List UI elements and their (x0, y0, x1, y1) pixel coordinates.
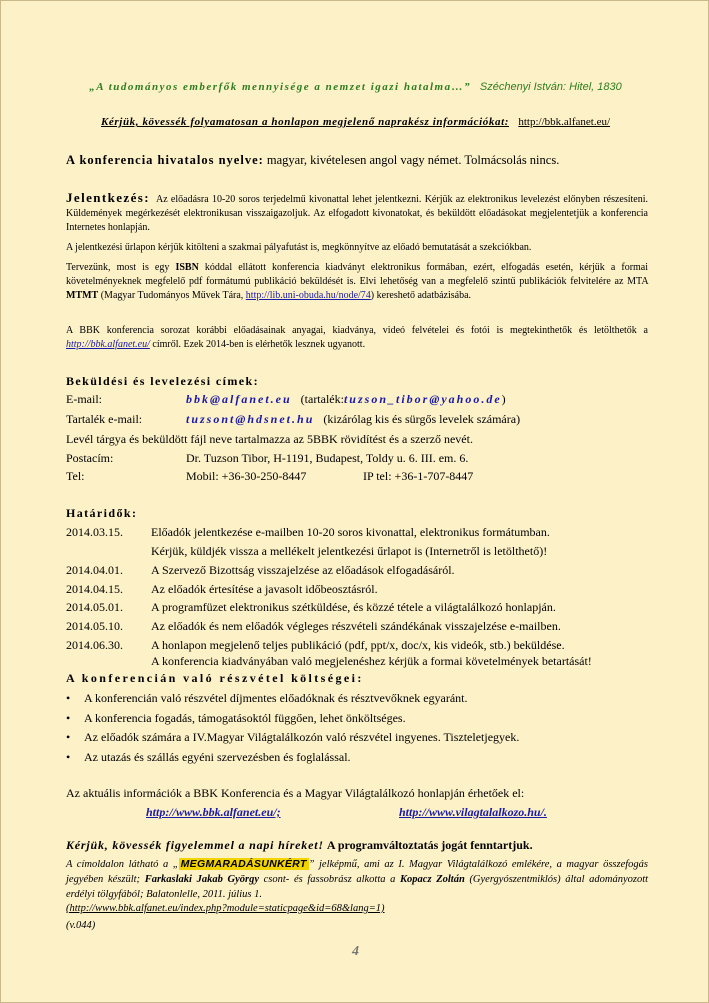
cost-item (66, 691, 468, 706)
tel-label: Tel: (66, 469, 85, 483)
artist-name-2: Kopacz Zoltán (400, 874, 465, 885)
registration-paragraph-3 (66, 261, 648, 303)
reserve-prefix: (tartalék: (300, 392, 344, 406)
vilagtalalkozo-link[interactable]: http://www.vilagtalalkozo.hu/. (399, 805, 547, 819)
quote-author: Széchenyi István: Hitel, 1830 (479, 81, 622, 93)
official-language (66, 153, 559, 168)
bullet-icon: • (66, 730, 71, 744)
megmaradasunkert-badge: MEGMARADÁSUNKÉRT (180, 858, 307, 870)
mtmt-link[interactable]: http://lib.uni-obuda.hu/node/74 (245, 290, 371, 301)
info-text: Az aktuális információk a BBK Konferencia és a Magyar Világtalálkozó honlapján érhetőek el: (66, 786, 525, 800)
version-label: (v.044) (66, 920, 96, 931)
caption-text-c: csont- és fassobrász alkotta a (263, 874, 396, 885)
p4-text-b: címről. Ezek 2014-ben is elérhetők lesznek ugyanott. (152, 339, 366, 350)
registration-paragraph-1 (66, 191, 648, 235)
news-follow-text: Kérjük, kövessék figyelemmel a napi híreket! (66, 838, 324, 852)
deadline-date: 2014.04.15. (66, 582, 123, 596)
deadline-date: 2014.06.30. (66, 638, 123, 652)
info-link-row-2 (399, 805, 547, 820)
post-label: Postacím: (66, 451, 114, 465)
registration-paragraph-2: A jelentkezési űrlapon kérjük kitölteni a szakmai pályafutást is, megkönnyítve az előadó bemutatását a szekciókban. (66, 242, 532, 253)
deadline-text: Az előadók és nem előadók végleges részvételi szándékának visszajelzése e-mailben. (151, 619, 561, 633)
reserve-suffix: ) (501, 392, 506, 406)
p3-text-b: kóddal ellátott konferencia kiadványt elektronikus formában, ezért, elfogadás esetén, kérjük a formai követelményeknek megfelelő pdf formátumú publikáció beküldését is. Elvi lehetőség van a megfelelő szintű publikációk felvitelére az MTA (66, 262, 649, 287)
email-label: E-mail: (66, 392, 102, 406)
p3-text-a: Tervezünk, most is egy (66, 262, 170, 273)
caption-text-b: ” jelképmű, ami az I. Magyar Világtalálkozó emlékére, a magyar összefogás jegyében készült; (66, 859, 648, 885)
cost-item-text: A konferencia fogadás, támogatásoktól függően, lehet önköltséges. (84, 711, 406, 725)
email-row (66, 392, 102, 407)
p3-text-d: ) kereshető adatbázisába. (370, 290, 472, 301)
szechenyi-quote: „A tudományos emberfők mennyisége a nemzet igazi hatalma…” (89, 81, 472, 93)
cost-item-text: Az előadók számára a IV.Magyar Világtalálkozón való részvétel ingyenes. Tiszteletjegyek. (84, 730, 520, 744)
mtmt-label: MTMT (66, 290, 99, 301)
isbn-label: ISBN (175, 262, 199, 273)
bullet-icon: • (66, 750, 71, 764)
deadline-date: 2014.03.15. (66, 525, 123, 539)
registration-paragraph-4 (66, 324, 648, 352)
bbk-website-link[interactable]: http://bbk.alfanet.eu/ (518, 116, 611, 128)
deadline-date: 2014.04.01. (66, 563, 123, 577)
deadline-text: A honlapon megjelenő teljes publikáció (pdf, ppt/x, doc/x, kis videók, stb.) beküldése. (151, 638, 565, 652)
deadline-date: 2014.05.10. (66, 619, 123, 633)
reserve-email-row (186, 412, 520, 427)
post-address: Dr. Tuzson Tibor, H-1191, Budapest, Toldy u. 6. III. em. 6. (186, 451, 469, 465)
email-value-row (186, 392, 506, 407)
registration-line1: Az előadásra 10-20 soros terjedelmű kivonattal lehet jelentkezni. Kérjük az elektronikus levelezést (155, 194, 561, 205)
cost-item-text: Az utazás és szállás egyéni szervezésben és foglalással. (84, 750, 351, 764)
caption-link[interactable]: (http://www.bbk.alfanet.eu/index.php?module=staticpage&id=68&lang=1) (66, 903, 385, 914)
ip-tel-number: IP tel: +36-1-707-8447 (363, 469, 474, 483)
follow-website-line (1, 116, 709, 128)
reserve-email-label: Tartalék e-mail: (66, 412, 143, 426)
hdsnet-email[interactable]: tuzsont@hdsnet.hu (186, 412, 315, 426)
deadline-text: Előadók jelentkezése e-mailben 10-20 soros kivonattal, elektronikus formátumban. (151, 525, 550, 539)
cost-item (66, 750, 351, 765)
info-link-row (146, 805, 281, 820)
cost-item (66, 711, 406, 726)
registration-heading: Jelentkezés: (66, 190, 150, 205)
costs-heading: A konferencián való részvétel költségei: (66, 671, 364, 685)
archive-link[interactable]: http://bbk.alfanet.eu/ (66, 339, 150, 350)
contacts-heading: Beküldési és levelezési címek: (66, 374, 259, 388)
deadline-text-2: A konferencia kiadványában való megjelenéshez kérjük a formai követelmények betartását! (151, 654, 592, 668)
reserve-email-note: (kizárólag kis és sürgős levelek számára) (323, 412, 521, 426)
main-email[interactable]: bbk@alfanet.eu (186, 392, 292, 406)
cost-item-text: A konferencián való részvétel díjmentes előadóknak és résztvevőknek egyaránt. (84, 691, 468, 705)
artist-name-1: Farkaslaki Jakab György (144, 874, 259, 885)
program-change-text: A programváltoztatás jogát fenntartjuk. (326, 838, 533, 852)
caption-text-d: (Gyergyószentmiklós) által adományozott erdélyi tölgyfából; Balatonlelle, 2011. július 1. (66, 874, 649, 900)
news-note (66, 838, 533, 853)
cover-caption (66, 857, 648, 902)
mobile-number: Mobil: +36-30-250-8447 (186, 469, 307, 483)
registration-rest: előnyben részesíteni. Küldemények megérkezését elektronikusan visszaigazoljuk. Az elfogadott kivonatokat, és beküldött előadásokat megjelentetjük a konferencia Internetes honlapján. (66, 194, 649, 233)
yahoo-email[interactable]: tuzson_tibor@yahoo.de (343, 392, 502, 406)
p3-text-c: (Magyar Tudományos Művek Tára, (100, 290, 244, 301)
subject-note: Levél tárgya és beküldött fájl neve tartalmazza az 5BBK rövidítést és a szerző nevét. (66, 432, 473, 446)
language-text: magyar, kivételesen angol vagy német. Tolmácsolás nincs. (266, 153, 560, 167)
follow-website-text: Kérjük, kövessék folyamatosan a honlapon megjelenő naprakész információkat: (100, 116, 509, 128)
page-number: 4 (352, 944, 359, 959)
deadline-text: Az előadók értesítése a javasolt időbeosztásról. (151, 582, 378, 596)
deadline-date: 2014.05.01. (66, 600, 123, 614)
bullet-icon: • (66, 711, 71, 725)
header-quote-line (1, 81, 709, 93)
deadline-text-2: Kérjük, küldjék vissza a mellékelt jelentkezési űrlapot is (Internetről is letölthető)! (151, 544, 548, 558)
language-label: A konferencia hivatalos nyelve: (66, 153, 264, 167)
caption-text-a: A címoldalon látható a „ (66, 859, 179, 870)
deadlines-heading: Határidők: (66, 506, 138, 520)
bbk-link[interactable]: http://www.bbk.alfanet.eu/; (146, 805, 281, 819)
deadline-text: A Szervező Bizottság visszajelzése az előadások elfogadásáról. (151, 563, 455, 577)
deadline-text: A programfüzet elektronikus szétküldése, és közzé tétele a világtalálkozó honlapján. (151, 600, 556, 614)
bullet-icon: • (66, 691, 71, 705)
p4-text-a: A BBK konferencia sorozat korábbi előadásainak anyagai, kiadványa, videó felvételei és fotói is megtekinthetők és letölthetők a (66, 325, 648, 336)
cost-item (66, 730, 519, 745)
